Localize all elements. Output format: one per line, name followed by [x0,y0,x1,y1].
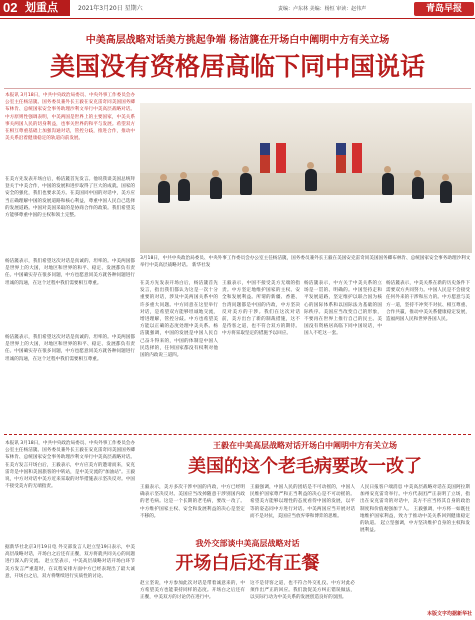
story3-title: 开场白后还有正餐 [175,553,320,574]
issue-date: 2021年3月20日 星期六 [78,5,143,12]
section-title: 划重点 [25,1,58,14]
story3-body-mid: 赵立坚说，中方参加此次对话是带着诚意来的，中方希望美方也能秉持同样的态度。开场白之后还有正餐，中美双方的讨论仍在进行中。 [140,581,245,601]
lead-col1-body: 在美方先发表开场白后，杨洁篪首先发言。他说我谈美国总统拜登关于中美合作，中国的发展和进步取得了巨大的成就。国家的安全的强化，我们也要求美方。在美国同中国的对话中，美方应当正确理解中国的发展道路和核心利益，尊重中国人民自己选择的发展道路。中国对美国采取的是协商合作的政策。我们希望美方能够尊重中国的主权和领土完整。 [5,177,135,219]
editors-credit: 责编：卢东林 美编：杨恒 审读：赵伟声 [278,6,367,12]
lead-col1-continued: 杨洁篪表示，我们希望这次对话是真诚的、坦率的。中美两国都是世界上的大国，对地区和世界的和平、稳定、发展都负有责任。中国确实存在很多问题，中方也愿意同美方就各种问题进行坦诚的沟通，在这个过程中我们需要相互尊重。 [5,335,135,362]
lead-col1-body2: 杨洁篪表示，我们希望这次对话是真诚的、坦率的。中美两国都是世界上的大国，对地区和世界的和平、稳定、发展都负有责任。中国确实存在很多问题，中方也愿意同美方就各种问题进行坦诚的沟通，在这个过程中我们需要相互尊重。 [5,259,135,286]
header-rule [0,18,475,19]
china-flag-icon [276,143,286,173]
story2-body-mid: 王毅表示，美方多次干涉中国的内政，中方已经明确表示坚决反对。美国应当改掉随意干涉别国内政的老毛病。这是一个长期的老毛病，要改一改了。中方维护国家主权、安全和发展利益的决心是坚定不移的。 [140,485,245,519]
photo-caption: 3月18日，中共中央政治局委员、中央外事工作委员会办公室主任杨洁篪，国务委员兼外长王毅在美国安克雷奇同美国国务卿布林肯、总统国家安全事务助理沙利文举行中美高层战略对话。 新华社发 [140,256,471,268]
story3-subtitle: 我外交部谈中美高层战略对话 [195,539,300,548]
lead-title: 美国没有资格居高临下同中国说话 [49,52,425,81]
meeting-photo [140,103,472,253]
story3-body-left: 据新华社北京3月19日电 外交部发言人赵立坚19日表示，中美高层战略对话，开场白之后还有正餐，双方将就共同关心的问题进行深入的交流。 赵立坚表示，中美高层战略对话开场白环节美方发言严重超时，在议程安排方面中方已经表现出了最大诚意，开场白之后，双方将继续进行实质性的讨论。 [5,545,135,579]
lead-col3-body: 王毅表示，中国不接受美方无端的指责。中方坚定地维护国家的主权、安全和发展利益。所谓的新疆、香港、台湾问题都是中国的内政，中方坚决反对美方的干涉。我们在这次对话前，美方出台了新的制裁措施，这不是待客之道，也不符合双方的期待。中方将采取坚定的措施予以回应。 [222,281,300,337]
page-number: 02 [3,0,18,15]
lead-intro: 本报讯 3月18日，中共中央政治局委员、中央外事工作委员会办公室主任杨洁篪、国务委员兼外长王毅在安克雷奇同美国国务卿布林肯、总统国家安全事务助理沙利文举行中美高层战略对话。 中方原则性强调表明，中美两国是世界上的主要国家，中美关系事关两国人民的切身利益，也事关世界的和平与发展。希望双方在相互尊重基础上加强沟通对话，管控分歧，推进合作，推动中美关系沿着健康稳定的轨道向前发展。 [5,93,135,142]
footer-credit: 本版文字均据新华社 [426,611,472,617]
lead-rule [4,88,471,89]
section-divider [4,434,471,435]
story3-body-right: 这不是待客之道，也不符合外交礼仪。中方对此必须作出严正的回应。我们敦促美方纠正错误做法，以实际行动为中美关系的发展创造良好的氛围。 [250,581,355,601]
story2-subtitle: 王毅在中美高层战略对话开场白中阐明中方有关立场 [213,441,397,450]
lead-col4-body: 杨洁篪表示，中方关于中美关系的立场是一贯的、明确的。中国坚持走和平发展道路，坚定维护以联合国为核心的国际体系和以国际法为基础的国际秩序。美国应当改变自己的形象，不要再在世界上推行自己的民主。美国没有资格居高临下同中国说话，中国人不吃这一套。 [304,281,382,337]
story2-title: 美国的这个老毛病要改一改了 [188,456,422,477]
lead-col5-body: 杨洁篪表示，中美关系在新的历史条件下需要双方共同努力。中国人民是不会接受任何外来的干涉和压力的。中方愿意与美方一道，坚持不冲突不对抗、相互尊重、合作共赢，推动中美关系健康稳定发展，造福两国人民和世界各国人民。 [386,281,470,323]
us-flag-icon [260,143,270,173]
story2-body-left: 本报讯 3月18日，中共中央政治局委员、中央外事工作委员会办公室主任杨洁篪、国务委员兼外长王毅在安克雷奇同美国国务卿布林肯、总统国家安全事务助理沙利文举行中美高层战略对话。 在美方发言开场白后，王毅表示，中方应美方的邀请而来，安克雷奇是中国和美国旅客的中转站，是中美交流的"加油站"。王毅说，中方对对话中美方近来采取的对华措施表示坚决反对。中国不接受美方的无端指责。 [5,441,135,490]
story2-body-far-right: 人民日报客户端消息 中美高层战略对话在美国阿拉斯加州安克雷奇举行。中方代表团严正表明了立场，指出在安克雷奇的对话中，美方不应当将其自身的政治制度和价值观强加于人。 王毅强调，中方将一如既往地维护国家利益，致力于推动中美关系回到健康稳定的轨道。 起立坚强调，中方坚决维护自身的主权和发展利益。 [360,485,470,534]
newspaper-logo: 青岛早报 [414,2,474,16]
lead-col2-body: 在美方先发表开场白后，杨洁篪首先发言，指出我们都认为这是一次十分重要的对话，涉及中美两国关系中的许多重大问题。中方同意在这里举行对话，是希望双方能够坦诚地交流，增进理解，管控分歧。中方也希望美方能以正确的态度处理中美关系。杨洁篪强调，中国的发展是中国人民自己奋斗得来的，中国的体制是中国人民选择的，任何国家都没有权利对他国的内政说三道四。 [140,281,218,359]
lead-subtitle: 中美高层战略对话美方挑起争端 杨洁篪在开场白中阐明中方有关立场 [85,35,390,46]
story2-body-right: 王毅强调，中国人民的团结是不可动摇的，中国人民维护国家尊严和正当利益的决心是不可动摇的。希望美方能够以理性的态度看待中国的发展，以平等的姿态同中方进行对话。中美两国应当开展对话而不是对抗，美国应当放弃零和博弈的思维。 [250,485,355,519]
